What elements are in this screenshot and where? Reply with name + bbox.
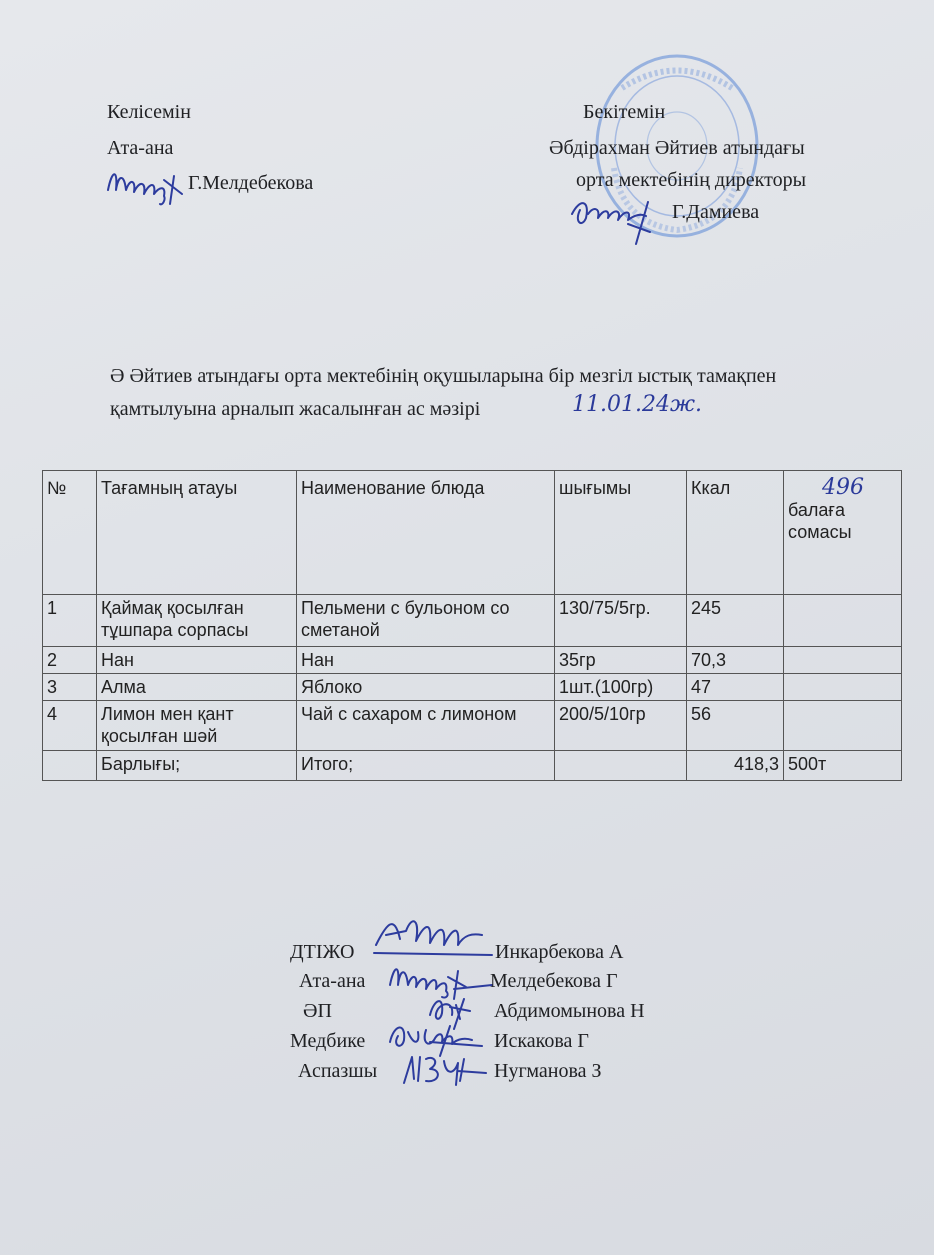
total-label-ru: Итого; bbox=[297, 751, 555, 781]
agreed-name: Г.Мелдебекова bbox=[188, 172, 314, 194]
signatory-role: ӘП bbox=[303, 1000, 332, 1022]
signatory-role: Медбике bbox=[290, 1030, 366, 1052]
approved-title: Бекітемін bbox=[583, 101, 666, 123]
signatory-name: Мелдебекова Г bbox=[490, 970, 618, 992]
table-total-row bbox=[43, 751, 902, 781]
signatory-role: ДТІЖО bbox=[290, 941, 355, 963]
signatory-name: Абдимомынова Н bbox=[494, 1000, 645, 1022]
table-row bbox=[43, 647, 902, 674]
parent-signature bbox=[104, 160, 194, 208]
signatory-role: Аспазшы bbox=[298, 1060, 378, 1082]
row-name-ru: Нан bbox=[297, 647, 555, 674]
total-label-kz: Барлығы; bbox=[97, 751, 297, 781]
total-sum: 500т bbox=[784, 751, 902, 781]
signature-1 bbox=[372, 905, 492, 960]
row-output: 35гр bbox=[555, 647, 687, 674]
row-sum bbox=[784, 701, 902, 751]
row-name-ru: Пельмени с бульоном со сметаной bbox=[297, 595, 555, 647]
table-header-row bbox=[43, 471, 902, 595]
row-name-kz: Қаймақ қосылған тұшпара сорпасы bbox=[97, 595, 297, 647]
table-row bbox=[43, 674, 902, 701]
header-num: № bbox=[43, 471, 97, 595]
agreed-title: Келісемін bbox=[107, 101, 191, 123]
approved-line2: орта мектебінің директоры bbox=[576, 169, 807, 191]
row-name-kz: Лимон мен қант қосылған шәй bbox=[97, 701, 297, 751]
total-kcal: 418,3 bbox=[687, 751, 784, 781]
row-name-kz: Нан bbox=[97, 647, 297, 674]
header-name-kz: Тағамның атауы bbox=[97, 471, 297, 595]
signatory-name: Искакова Г bbox=[494, 1030, 589, 1052]
row-num: 2 bbox=[43, 647, 97, 674]
approved-name: Г.Дамиева bbox=[672, 201, 760, 223]
row-output: 1шт.(100гр) bbox=[555, 674, 687, 701]
row-num: 3 bbox=[43, 674, 97, 701]
approved-line1: Әбдірахман Әйтиев атындағы bbox=[549, 137, 805, 159]
menu-heading-line1: Ә Әйтиев атындағы орта мектебінің оқушыларына бір мезгіл ыстық тамақпен bbox=[110, 365, 777, 387]
signatory-name: Нугманова З bbox=[494, 1060, 602, 1082]
row-kcal: 245 bbox=[687, 595, 784, 647]
header-sum-label: балаға сомасы bbox=[788, 500, 852, 542]
row-sum bbox=[784, 595, 902, 647]
header-sum-handwritten: 496 bbox=[822, 475, 864, 500]
row-name-kz: Алма bbox=[97, 674, 297, 701]
menu-date-handwritten: 11.01.24ж. bbox=[572, 392, 702, 417]
total-output bbox=[555, 751, 687, 781]
row-num: 1 bbox=[43, 595, 97, 647]
row-kcal: 70,3 bbox=[687, 647, 784, 674]
header-sum bbox=[784, 471, 902, 595]
row-kcal: 56 bbox=[687, 701, 784, 751]
row-sum bbox=[784, 647, 902, 674]
table-row bbox=[43, 701, 902, 751]
header-name-ru: Наименование блюда bbox=[297, 471, 555, 595]
header-kcal: Ккал bbox=[687, 471, 784, 595]
signature-5 bbox=[398, 1045, 493, 1090]
header-output: шығымы bbox=[555, 471, 687, 595]
table-row bbox=[43, 595, 902, 647]
row-kcal: 47 bbox=[687, 674, 784, 701]
total-num bbox=[43, 751, 97, 781]
row-num: 4 bbox=[43, 701, 97, 751]
row-output: 200/5/10гр bbox=[555, 701, 687, 751]
row-output: 130/75/5гр. bbox=[555, 595, 687, 647]
signatory-name: Инкарбекова А bbox=[495, 941, 624, 963]
signatory-role: Ата-ана bbox=[299, 970, 366, 992]
menu-table bbox=[42, 470, 902, 781]
row-sum bbox=[784, 674, 902, 701]
row-name-ru: Чай с сахаром с лимоном bbox=[297, 701, 555, 751]
director-signature bbox=[566, 188, 676, 248]
row-name-ru: Яблоко bbox=[297, 674, 555, 701]
agreed-role: Ата-ана bbox=[107, 137, 174, 159]
menu-heading-line2: қамтылуына арналып жасалынған ас мәзірі bbox=[110, 398, 481, 420]
